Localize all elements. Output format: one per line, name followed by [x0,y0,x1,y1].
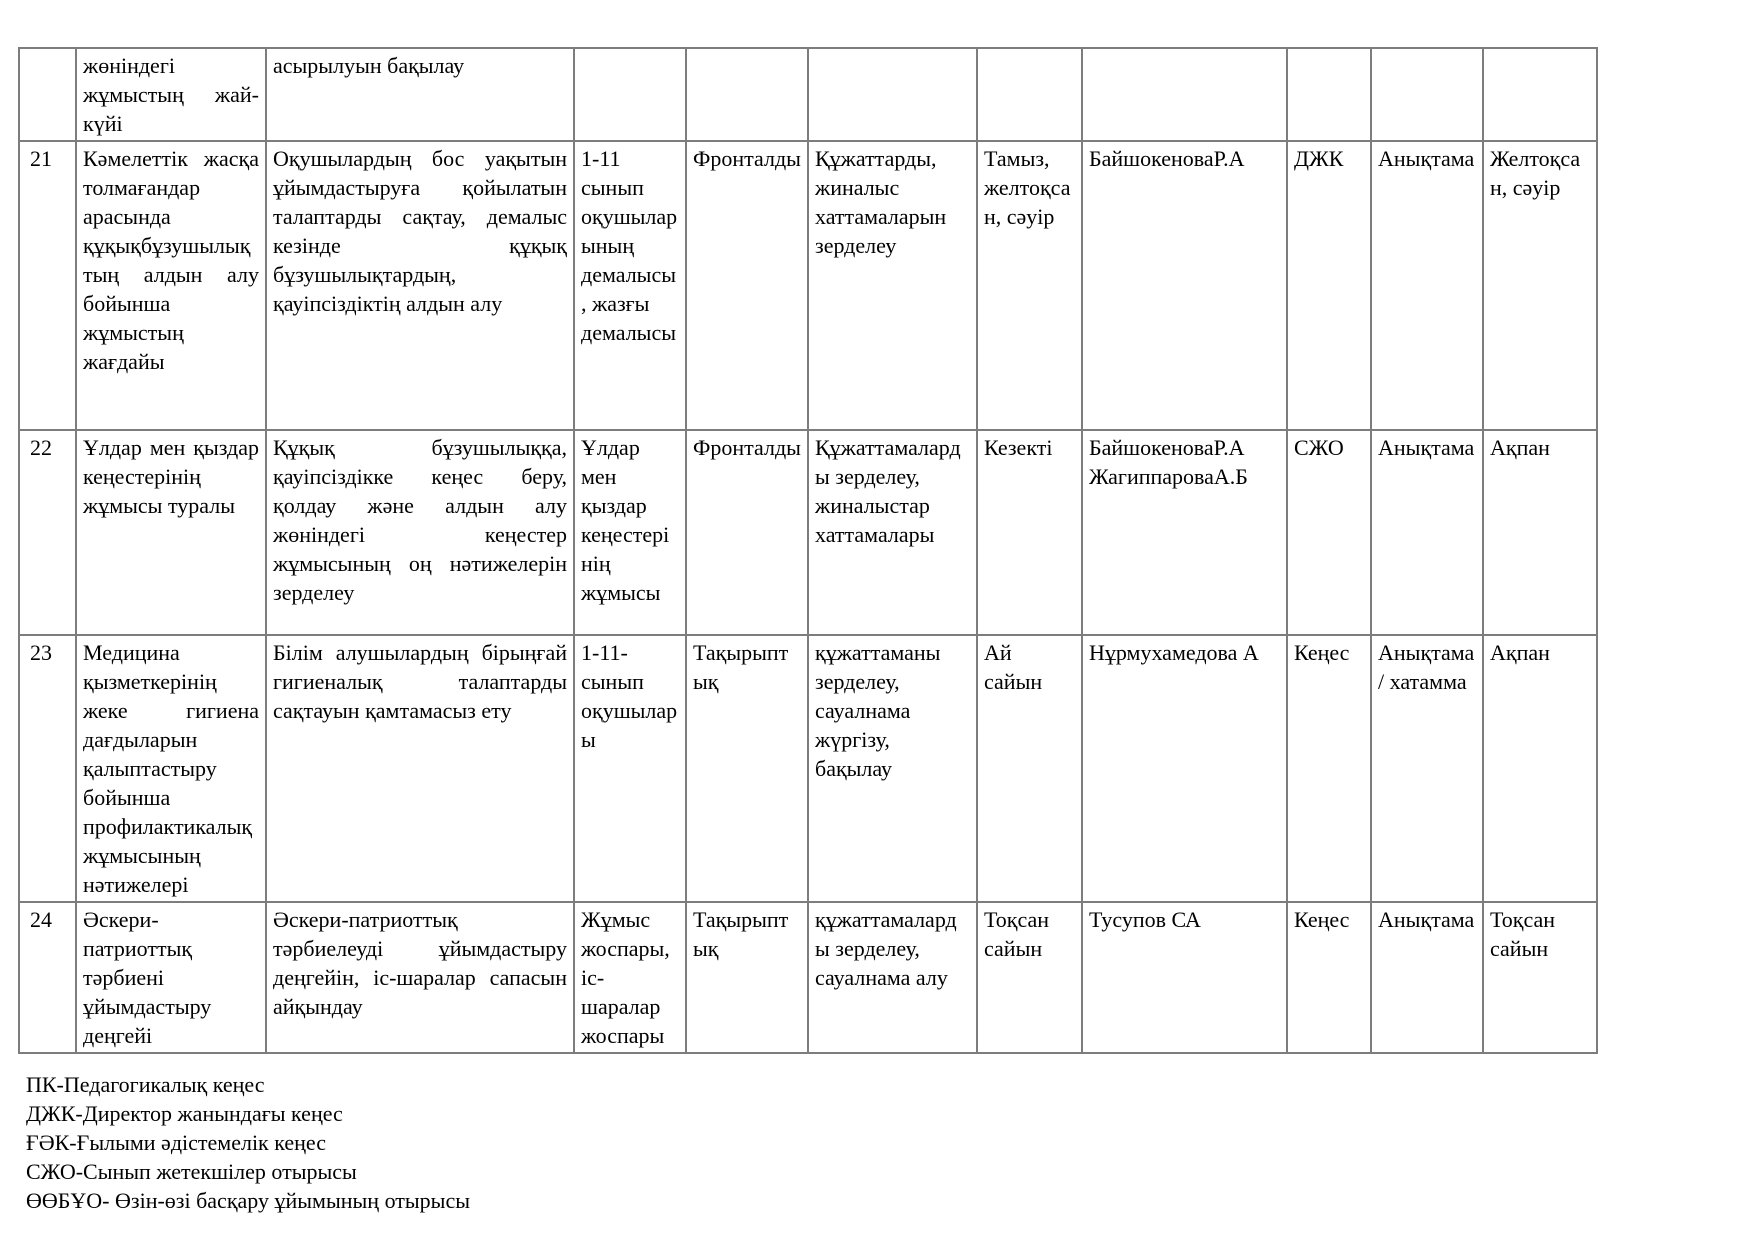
legend-line-oobuo: ӨӨБҰО- Өзін-өзі басқару ұйымының отырысы [26,1188,471,1213]
cell-object: 1-11-сынып оқушылары [574,635,686,902]
cell-object: Жұмыс жоспары, іс-шаралар жоспары [574,902,686,1053]
cell-form [686,48,808,141]
cell-object: 1-11 сынып оқушыларының демалысы, жазғы демалысы [574,141,686,430]
cell-deadline: Тоқсан сайын [1483,902,1597,1053]
cell-board [1287,48,1371,141]
table-row-21 [19,141,1597,430]
cell-board: СЖО [1287,430,1371,635]
cell-term: Ай сайын [977,635,1082,902]
cell-result [1371,48,1483,141]
cell-responsible [1082,48,1287,141]
cell-form: Фронталды [686,141,808,430]
inspection-plan-table [18,47,1598,1054]
cell-term: Тоқсан сайын [977,902,1082,1053]
cell-responsible: Нұрмухамедова А [1082,635,1287,902]
cell-term [977,48,1082,141]
cell-board: ДЖК [1287,141,1371,430]
cell-board: Кеңес [1287,635,1371,902]
cell-goal: Құқық бұзушылыққа, қауіпсіздікке кеңес беру, қолдау және алдын алу жөніндегі кеңестер жұмысының оң нәтижелерін зерделеу [266,430,574,635]
cell-form: Фронталды [686,430,808,635]
cell-topic: Әскери-патриоттық тәрбиені ұйымдастыру деңгейі [76,902,266,1053]
legend-line-sjo: СЖО-Сынып жетекшілер отырысы [26,1159,357,1184]
cell-deadline [1483,48,1597,141]
legend-line-djk: ДЖК-Директор жанындағы кеңес [26,1101,343,1126]
cell-responsible: Тусупов СА [1082,902,1287,1053]
cell-result: Анықтама / хатамма [1371,635,1483,902]
cell-method [808,48,977,141]
table-row-22 [19,430,1597,635]
cell-num: 22 [19,430,76,635]
legend-line-pk: ПК-Педагогикалық кеңес [26,1072,265,1097]
cell-topic: Ұлдар мен қыздар кеңестерінің жұмысы туралы [76,430,266,635]
cell-responsible: БайшокеноваР.А ЖагиппароваА.Б [1082,430,1287,635]
cell-topic: жөніндегі жұмыстың жай-күйі [76,48,266,141]
cell-num: 24 [19,902,76,1053]
cell-deadline: Ақпан [1483,635,1597,902]
cell-responsible: БайшокеноваР.А [1082,141,1287,430]
cell-term: Кезекті [977,430,1082,635]
cell-deadline: Желтоқсан, сәуір [1483,141,1597,430]
cell-term: Тамыз, желтоқсан, сәуір [977,141,1082,430]
cell-result: Анықтама [1371,902,1483,1053]
legend-line-gak: ҒӘК-Ғылыми әдістемелік кеңес [26,1130,326,1155]
cell-method: Құжаттамаларды зерделеу, жиналыстар хаттамалары [808,430,977,635]
cell-topic: Медицина қызметкерінің жеке гигиена дағдыларын қалыптастыру бойынша профилактикалық жұмысының нәтижелері [76,635,266,902]
cell-goal: Оқушылардың бос уақытын ұйымдастыруға қойылатын талаптарды сақтау, демалыс кезінде құқық бұзушылықтардың, қауіпсіздіктің алдын алу [266,141,574,430]
cell-result: Анықтама [1371,141,1483,430]
cell-method: Құжаттарды, жиналыс хаттамаларын зерделеу [808,141,977,430]
cell-object [574,48,686,141]
table-row-continued [19,48,1597,141]
cell-result: Анықтама [1371,430,1483,635]
cell-goal: Білім алушылардың бірыңғай гигиеналық талаптарды сақтауын қамтамасыз ету [266,635,574,902]
cell-form: Тақырыптық [686,902,808,1053]
cell-deadline: Ақпан [1483,430,1597,635]
table-row-24 [19,902,1597,1053]
abbreviation-legend [26,1070,470,1215]
cell-num: 21 [19,141,76,430]
cell-topic: Кәмелеттік жасқа толмағандар арасында құқықбұзушылықтың алдын алу бойынша жұмыстың жағдайы [76,141,266,430]
cell-method: құжаттаманы зерделеу, сауалнама жүргізу, бақылау [808,635,977,902]
cell-object: Ұлдар мен қыздар кеңестерінің жұмысы [574,430,686,635]
cell-board: Кеңес [1287,902,1371,1053]
table-row-23 [19,635,1597,902]
cell-num: 23 [19,635,76,902]
cell-method: құжаттамаларды зерделеу, сауалнама алу [808,902,977,1053]
cell-form: Тақырыптық [686,635,808,902]
cell-num [19,48,76,141]
cell-goal: Әскери-патриоттық тәрбиелеуді ұйымдастыру деңгейін, іс-шаралар сапасын айқындау [266,902,574,1053]
cell-goal: асырылуын бақылау [266,48,574,141]
